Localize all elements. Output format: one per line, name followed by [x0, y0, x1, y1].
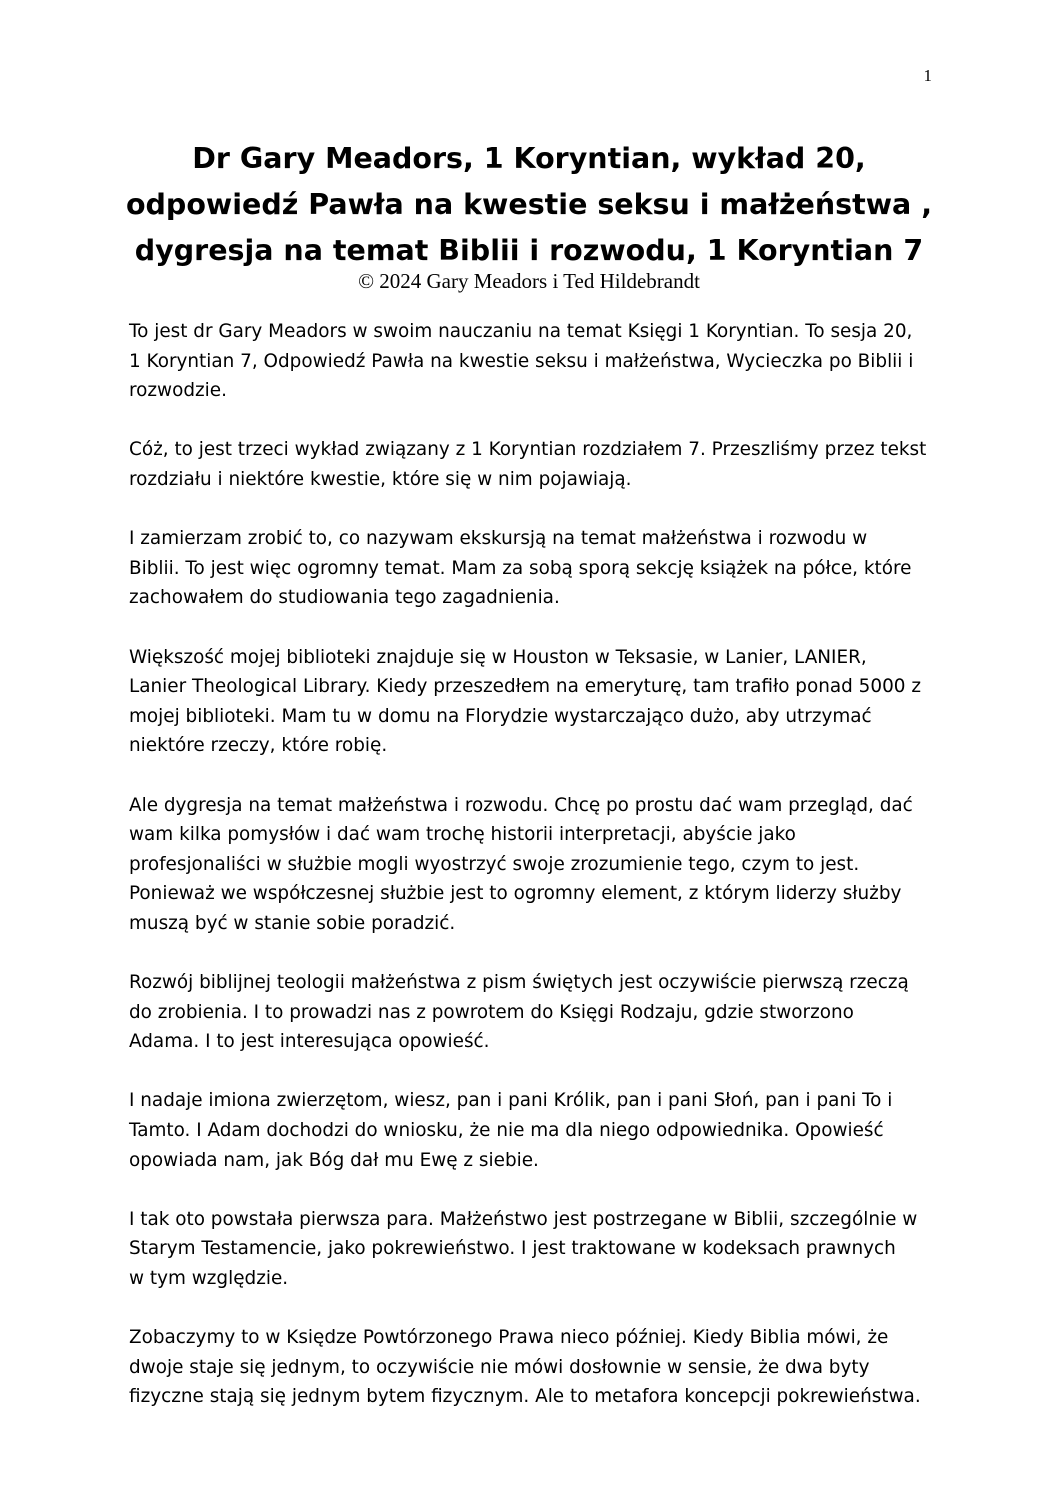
text-line: Ponieważ we współczesnej służbie jest to ogromny element, z którym liderzy służby	[129, 883, 902, 905]
text-line: 1 Koryntian 7, Odpowiedź Pawła na kwestie seksu i małżeństwa, Wycieczka po Biblii i	[129, 350, 914, 372]
copyright-line: © 2024 Gary Meadors i Ted Hildebrandt	[358, 269, 700, 293]
paragraph	[129, 435, 949, 494]
text-line: opowiada nam, jak Bóg dał mu Ewę z siebie.	[129, 1149, 539, 1171]
text-line: Tamto. I Adam dochodzi do wniosku, że nie ma dla niego odpowiednika. Opowieść	[129, 1120, 884, 1142]
document-body	[129, 317, 949, 1442]
text-line: niektóre rzeczy, które robię.	[129, 735, 388, 757]
paragraph	[129, 1086, 949, 1175]
text-line: dwoje staje się jednym, to oczywiście nie mówi dosłownie w sensie, że dwa byty	[129, 1356, 870, 1378]
text-line: Rozwój biblijnej teologii małżeństwa z pism świętych jest oczywiście pierwszą rzeczą	[129, 972, 909, 994]
text-line: wam kilka pomysłów i dać wam trochę historii interpretacji, abyście jako	[129, 824, 796, 846]
document-title	[110, 136, 948, 274]
title-line: odpowiedź Pawła na kwestie seksu i małżeństwa ,	[125, 188, 933, 221]
text-line: I nadaje imiona zwierzętom, wiesz, pan i pani Królik, pan i pani Słoń, pan i pani To i	[129, 1090, 893, 1112]
text-line: rozwodzie.	[129, 380, 227, 402]
text-line: do zrobienia. I to prowadzi nas z powrotem do Księgi Rodzaju, gdzie stworzono	[129, 1001, 854, 1023]
text-line: mojej biblioteki. Mam tu w domu na Florydzie wystarczająco dużo, aby utrzymać	[129, 705, 872, 727]
text-line: I zamierzam zrobić to, co nazywam ekskursją na temat małżeństwa i rozwodu w	[129, 528, 868, 550]
paragraph	[129, 791, 949, 939]
paragraph	[129, 1205, 949, 1294]
text-line: Starym Testamencie, jako pokrewieństwo. I jest traktowane w kodeksach prawnych	[129, 1238, 896, 1260]
text-line: Adama. I to jest interesująca opowieść.	[129, 1031, 490, 1053]
text-line: muszą być w stanie sobie poradzić.	[129, 912, 456, 934]
text-line: w tym względzie.	[129, 1268, 289, 1289]
paragraph	[129, 524, 949, 613]
text-line: To jest dr Gary Meadors w swoim nauczaniu na temat Księgi 1 Koryntian. To sesja 20,	[129, 321, 913, 342]
text-line: Większość mojej biblioteki znajduje się w Houston w Teksasie, w Lanier, LANIER,	[129, 646, 867, 668]
text-line: zachowałem do studiowania tego zagadnienia.	[129, 587, 560, 609]
text-line: profesjonaliści w służbie mogli wyostrzyć swoje zrozumienie tego, czym to jest.	[129, 853, 860, 875]
text-line: Ale dygresja na temat małżeństwa i rozwodu. Chcę po prostu dać wam przegląd, dać	[129, 794, 913, 816]
text-line: I tak oto powstała pierwsza para. Małżeństwo jest postrzegane w Biblii, szczególnie w	[129, 1208, 918, 1230]
text-line: Cóż, to jest trzeci wykład związany z 1 Koryntian rozdziałem 7. Przeszliśmy przez tekst	[129, 439, 927, 461]
paragraph	[129, 1323, 949, 1412]
text-line: Lanier Theological Library. Kiedy przeszedłem na emeryturę, tam trafiło ponad 5000 z	[129, 676, 921, 698]
paragraph	[129, 968, 949, 1057]
text-line: fizyczne stają się jednym bytem fizycznym. Ale to metafora koncepcji pokrewieństwa.	[129, 1386, 921, 1408]
text-line: Zobaczymy to w Księdze Powtórzonego Prawa nieco później. Kiedy Biblia mówi, że	[129, 1327, 889, 1349]
text-line: Biblii. To jest więc ogromny temat. Mam za sobą sporą sekcję książek na półce, które	[129, 557, 912, 579]
title-line: dygresja na temat Biblii i rozwodu, 1 Koryntian 7	[134, 234, 924, 267]
text-line: rozdziału i niektóre kwestie, które się w nim pojawiają.	[129, 468, 632, 490]
title-line: Dr Gary Meadors, 1 Koryntian, wykład 20,	[192, 142, 866, 175]
page-number: 1	[923, 66, 932, 85]
paragraph	[129, 643, 949, 761]
paragraph	[129, 317, 949, 406]
